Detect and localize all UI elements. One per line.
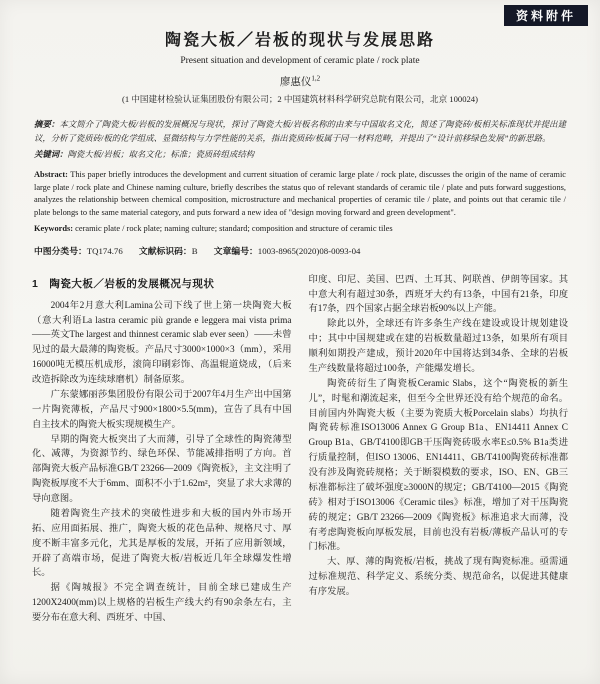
left-column xyxy=(32,273,292,626)
article-id xyxy=(214,246,361,256)
keywords-cn xyxy=(34,148,566,162)
keywords-en xyxy=(34,223,566,236)
corner-stamp xyxy=(504,5,588,26)
article-id-label: 文章编号： xyxy=(213,245,258,256)
front-matter xyxy=(34,118,566,257)
abstract-cn xyxy=(34,118,566,145)
body-paragraph: 广东蒙娜丽莎集团股份有限公司于2007年4月生产出中国第一片陶瓷薄板，产品尺寸900×1800×5.5(mm)，宣告了具有中国自主技术的陶瓷大板实现规模生产。 xyxy=(32,389,292,430)
abstract-en xyxy=(34,169,566,220)
doc-code-value: B xyxy=(191,245,198,256)
paper-title-en: Present situation and development of ceramic plate / rock plate xyxy=(180,56,420,66)
keywords-en-label: Keywords: xyxy=(34,223,74,233)
author-superscript: 1,2 xyxy=(311,74,321,83)
classification-line xyxy=(34,244,566,257)
keywords-cn-text: 陶瓷大板/岩板；取名文化；标准；瓷质砖组成结构 xyxy=(67,150,255,160)
left-paragraphs xyxy=(32,299,292,626)
body-paragraph: 随着陶瓷生产技术的突破性进步和大板的国内外市场开拓、应用面拓展、推广，陶瓷大板的花色品种、规格尺寸、厚度不断丰富多元化，尤其是厚板的发展，开拓了应用新领域，开辟了高端市场，促进了陶瓷大板/岩板近几年全球爆发性增长。 xyxy=(32,508,292,579)
stamp-label: 资料附件 xyxy=(515,9,576,23)
clc-number xyxy=(34,246,123,256)
abstract-cn-label: 摘要： xyxy=(34,120,60,129)
author-line xyxy=(0,74,600,89)
abstract-en-label: Abstract: xyxy=(34,169,68,179)
body-paragraph: 据《陶城报》不完全调查统计，目前全球已建成生产1200X2400(mm)以上规格的岩板生产线大约有90余条左右，主要分布在意大利、西班牙、中国、 xyxy=(32,583,292,624)
doc-code-label: 文献标识码： xyxy=(138,245,192,256)
right-paragraphs xyxy=(309,273,569,600)
right-column xyxy=(309,273,569,626)
body-paragraph: 陶瓷砖衍生了陶瓷板Ceramic Slabs，这个“陶瓷板的新生儿”，时髦和潮流起来，但至今全世界还没有给个规范的命名。目前国内外陶瓷大板（主要为瓷质大板Porcelain slabs）均执行陶瓷砖标准ISO13006 Annex G Group B1a、EN14411 Annex C Group B1a、GB/T4100即GB干压陶瓷砖吸水率E≤0.5% B1a类进行质量控制，但ISO 13006、EN14411、GB/T4100陶瓷砖标准都没有涉及陶瓷砖规格；关于断裂模数的要求，ISO、EN、GB三标准都标注了破坏强度≥3000N的规定；GB/T4100—2015《陶瓷砖》相对于ISO13006《Ceramic tiles》标准，增加了对干压陶瓷砖的规定；GB/T 23266—2009《陶瓷板》标准追求大而薄，没有考虑陶瓷板向厚板发展，目前也没有岩板/薄板产品认可的专门标准。 xyxy=(308,378,568,553)
body-paragraph: 早期的陶瓷大板突出了大而薄，引导了全球性的陶瓷薄型化、减薄，为资源节约、绿色环保、节能减排指明了方向。首部陶瓷大板产品标准GB/T 23266—2009《陶瓷板》，主文注明了陶瓷板厚度不大于6mm、面积不小于1.62m²，突显了求大求薄的导向意图。 xyxy=(32,434,292,505)
keywords-en-text: ceramic plate / rock plate; naming culture; standard; composition and structure of ceramic tiles xyxy=(75,223,393,233)
body-paragraph: 2004年2月意大利Lamina公司下线了世上第一块陶瓷大板（意大利语La lastra ceramic più grande e leggera mai vista prima——英文The largest and thinnest ceramic slab ever seen）——未曾见过的最大最薄的陶瓷板。产品尺寸3000×1000×3（mm），采用16000吨无模压机成形，滚筒印刷彩饰、高温辊道烧成，（后来改造拆除改为连续球磨机）制备原浆。 xyxy=(32,300,292,386)
paper-title-cn: 陶瓷大板／岩板的现状与发展思路 xyxy=(164,32,435,49)
clc-value: TQ174.76 xyxy=(86,245,123,256)
body-paragraph: 印度、印尼、美国、巴西、土耳其、阿联酋、伊朗等国家。其中意大利有超过30条，西班牙大约有13条，中国有21条，印度有17条，四个国家占据全球岩板90%以上产能。 xyxy=(308,274,568,315)
keywords-cn-label: 关键词： xyxy=(34,150,68,160)
document-code xyxy=(139,246,198,256)
author-name: 廖惠仪 xyxy=(279,77,312,88)
body-paragraph: 大、厚、薄的陶瓷板/岩板，挑战了现有陶瓷标准。亟需通过标准规范、科学定义、系统分类、规范命名，以促进其健康有序发展。 xyxy=(308,557,568,598)
abstract-en-text: This paper briefly introduces the development and current situation of ceramic large plate / rock plate, discusses the origin of the name of ceramic large plate / rock plate and Chinese naming culture, briefly describes the status quo of relevant standards of ceramic tile / plate and puts forward suggestions, analyzes the relationship between chemical composition, microstructure and mechanical properties of ceramic tile / plate, and points out that ceramic tile / plate belongs to the same material category, and puts forward a new idea of "design moving forward and green development". xyxy=(34,169,566,218)
affiliation-line: (1 中国建材检验认证集团股份有限公司；2 中国建筑材料科学研究总院有限公司，北京 100024) xyxy=(122,94,478,104)
body-paragraph: 除此以外，全球还有许多条生产线在建设或设计规划建设中；其中中国规建或在建的岩板数量超过13条，如果所有项目顺利如期投产建成，预计2020年中国将达到34条、全球的岩板生产线数量将超过100条，产能爆发增长。 xyxy=(308,319,568,374)
article-id-value: 1003-8965(2020)08-0093-04 xyxy=(257,245,361,256)
body-columns xyxy=(32,273,568,626)
section-1-heading: 1 陶瓷大板／岩板的发展概况与现状 xyxy=(32,277,215,290)
clc-label: 中图分类号： xyxy=(34,245,87,256)
abstract-cn-text: 本文简介了陶瓷大板/岩板的发展概况与现状，探讨了陶瓷大板/岩板名称的由来与中国取名文化，简述了陶瓷砖/板相关标准现状并提出建议，分析了瓷质砖/板的化学组成、显微结构与力学性能的关系，指出瓷质砖/板属于同一材料范畴，并提出了“设计前移绿色发展”的新思路。 xyxy=(34,120,567,143)
